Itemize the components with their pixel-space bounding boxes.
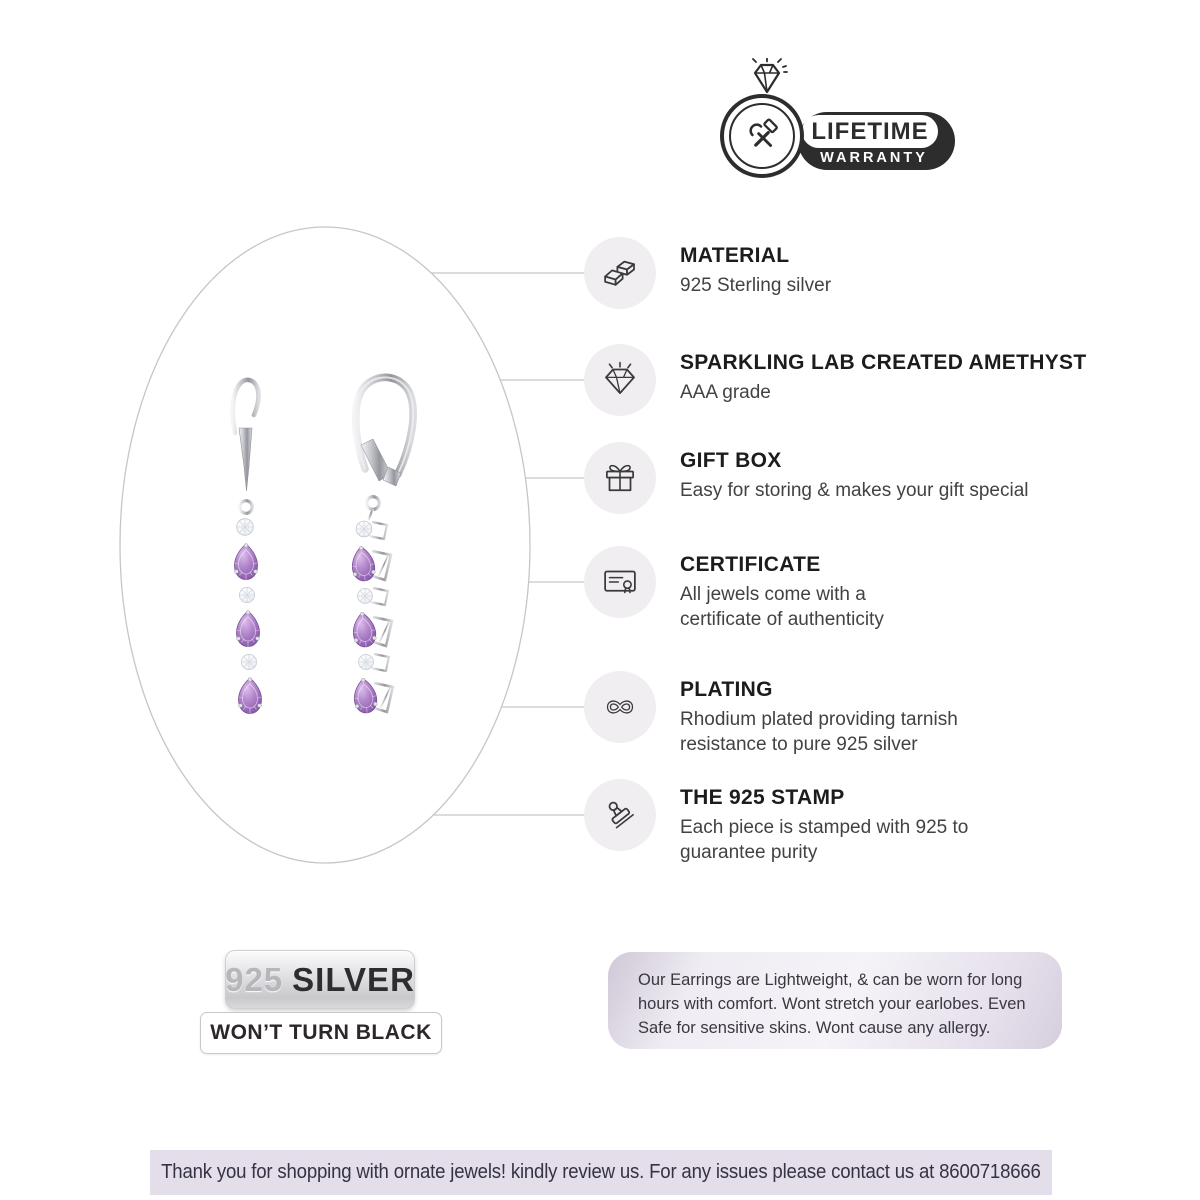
silver-bars-icon (599, 252, 641, 294)
wrench-hammer-icon (741, 115, 783, 157)
comfort-note-text: Our Earrings are Lightweight, & can be worn for long hours with comfort. Wont stretch your earlobes. Even Safe for sensitive skins. Wont cause any allergy. (638, 971, 1026, 1037)
lifetime-warranty-badge (718, 58, 968, 188)
diamond-icon (599, 359, 641, 401)
certificate-icon (599, 561, 641, 603)
tools-roundel (720, 94, 804, 178)
feature-description: Rhodium plated providing tarnish resistance to pure 925 silver (680, 709, 958, 755)
footer-bar (150, 1150, 1052, 1195)
diamond-ring-icon (738, 58, 796, 96)
footer-text: Thank you for shopping with ornate jewels! kindly review us. For any issues please contact us at 8600718666 (161, 1161, 1041, 1183)
feature-certificate (584, 546, 1164, 632)
feature-title: THE 925 STAMP (680, 786, 845, 809)
feature-plating (584, 671, 1164, 757)
feature-icon-circle (584, 344, 656, 416)
feature-icon-circle (584, 546, 656, 618)
gift-box-icon (599, 457, 641, 499)
feature-icon-circle (584, 442, 656, 514)
feature-description: AAA grade (680, 382, 771, 403)
silver-925-label: SILVER (292, 960, 415, 998)
feature-description: Each piece is stamped with 925 to guarantee purity (680, 817, 969, 863)
feature-icon-circle (584, 671, 656, 743)
lifetime-label: LIFETIME (802, 115, 938, 148)
feature-description: All jewels come with a certificate of authenticity (680, 584, 884, 630)
warranty-label: WARRANTY (820, 150, 928, 166)
wont-turn-black-box: WON’T TURN BLACK (200, 1012, 442, 1054)
stamp-icon (599, 794, 641, 836)
infinity-icon (598, 685, 642, 729)
product-circle (120, 227, 530, 863)
feature-icon-circle (584, 237, 656, 309)
feature-icon-circle (584, 779, 656, 851)
feature-title: GIFT BOX (680, 449, 782, 472)
feature-title: PLATING (680, 678, 773, 701)
comfort-note-box (608, 952, 1062, 1049)
feature-material (584, 237, 1164, 298)
silver-925-plate (225, 950, 415, 1009)
feature-gift-box (584, 442, 1164, 503)
feature-title: CERTIFICATE (680, 553, 821, 576)
feature-description: 925 Sterling silver (680, 275, 832, 296)
feature-title: MATERIAL (680, 244, 790, 267)
feature-description: Easy for storing & makes your gift special (680, 480, 1029, 501)
feature-amethyst (584, 344, 1164, 405)
silver-925-number: 925 (225, 960, 284, 998)
feature-title: SPARKLING LAB CREATED AMETHYST (680, 351, 1087, 374)
feature-925-stamp (584, 779, 1164, 865)
